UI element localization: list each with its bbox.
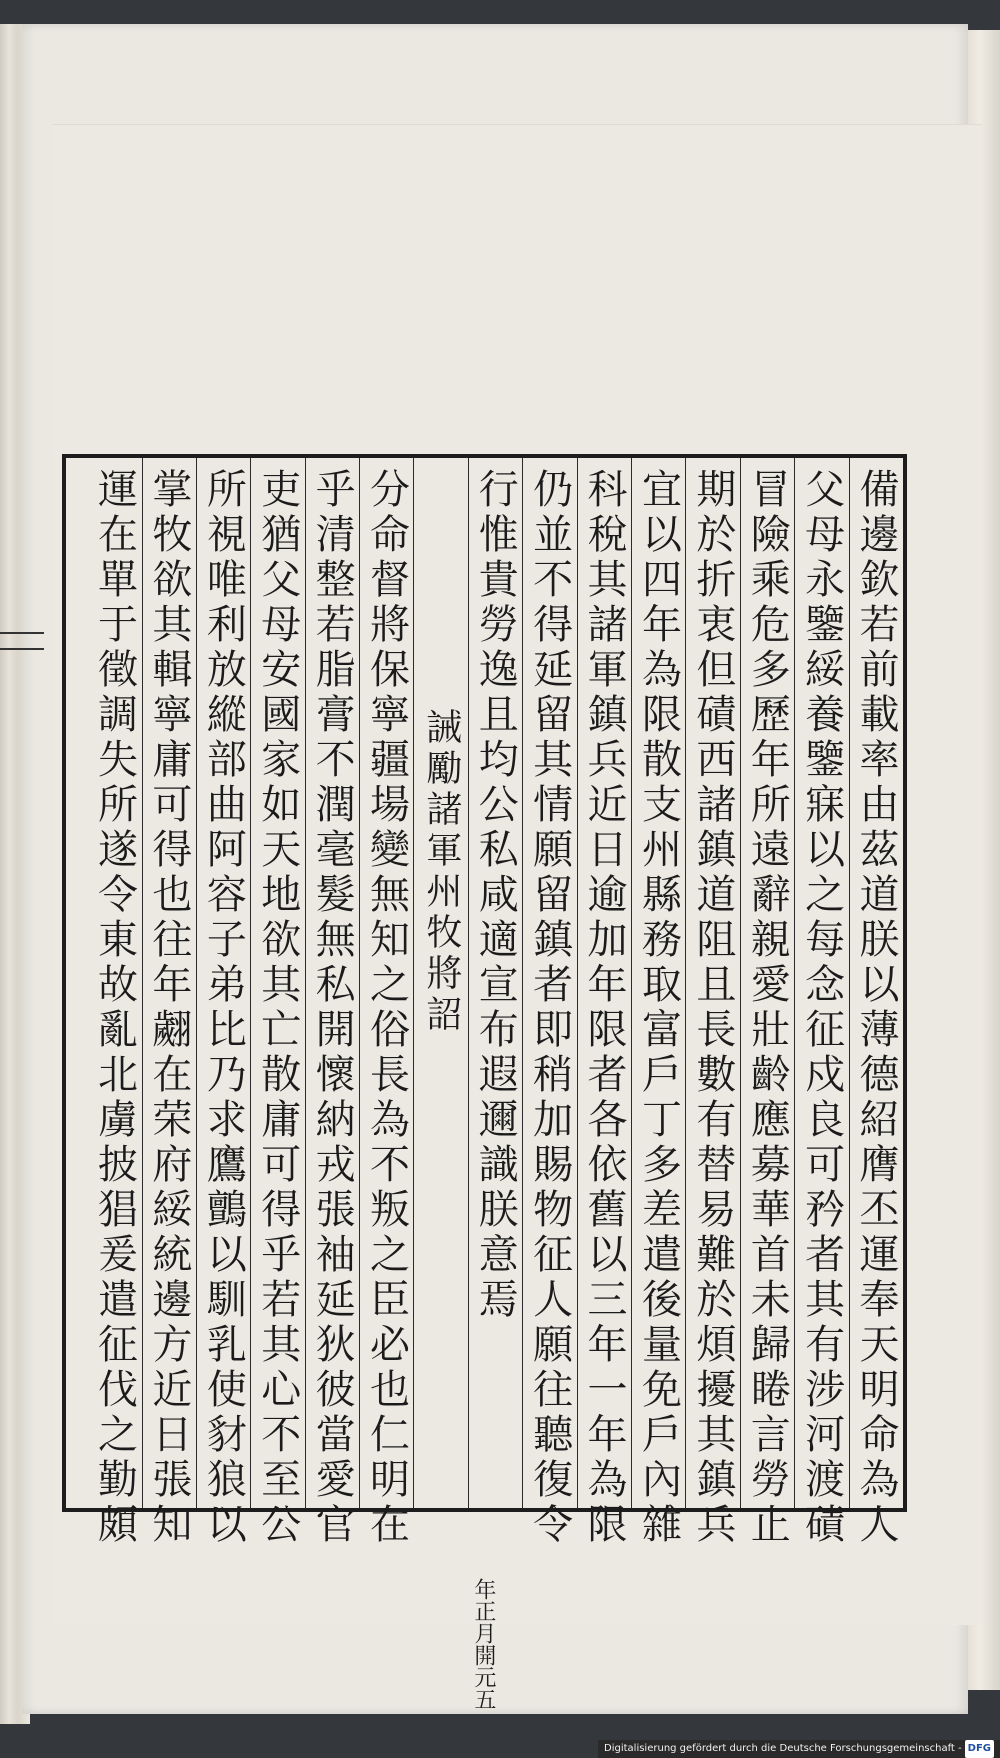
text-column-15: 運在單于徵調失所遂令東故亂北虜披猖爰遣征伐之勤頗 <box>91 468 138 1548</box>
date-note <box>471 1578 495 1710</box>
binding-mark <box>0 632 44 650</box>
footer-banner <box>598 1740 1000 1758</box>
text-column-12: 吏猶父母安國家如天地欲其亡散庸可得乎若其心不至公 <box>250 458 304 1508</box>
text-column-8: 行惟貴勞逸且均公私咸適宣布遐邇識朕意焉 開元五 年正月 <box>468 458 522 1508</box>
text-column-10: 分命督將保寧疆場變無知之俗長為不叛之臣必也仁明在 <box>359 458 413 1508</box>
book-page <box>22 24 968 1714</box>
text-column-11: 乎清整若脂膏不潤毫髮無私開懷納戎張袖延狄彼當愛官 <box>305 458 359 1508</box>
text-column-4: 期於折衷但磧西諸鎮道阻且長數有替易難於煩擾其鎮兵 <box>685 458 739 1508</box>
footer-text: Digitalisierung gefördert durch die Deutsche Forschungsgemeinschaft - <box>604 1743 962 1754</box>
date-note-line-1: 開元五 <box>470 1644 496 1710</box>
text-column-14: 掌牧欲其輯寧庸可得也往年翽在荣府綏統邊方近日張知 <box>142 458 196 1508</box>
text-column-7: 仍並不得延留其情願留鎮者即稍加賜物征人願往聽復令 <box>522 458 576 1508</box>
text-column-5: 宜以四年為限散支州縣務取富戶丁多差遣後量免戶內雜 <box>631 458 685 1508</box>
section-title: 誡勵諸軍州牧將詔 <box>420 708 462 1036</box>
date-note-line-2: 年正月 <box>470 1578 496 1644</box>
text-frame <box>62 454 907 1710</box>
text-column-6: 科稅其諸軍鎮兵近日逾加年限者各依舊以三年一年為限 <box>577 458 631 1508</box>
text-column-3: 冒險乘危多歷年所遠辭親愛壯齡應募華首未歸睠言勞止 <box>740 458 794 1508</box>
text-column-title <box>413 458 467 1508</box>
text-column-2: 父母永鑒綏養鑒寐以之每念征戍良可矜者其有涉河渡磧 <box>794 458 848 1508</box>
text-column-1: 備邊欽若前載率由茲道朕以薄德紹膺丕運奉天明命為人 <box>849 458 903 1508</box>
text-columns <box>66 458 903 1710</box>
dfg-logo: DFG <box>965 1740 994 1758</box>
text-column-13: 所視唯利放縱部曲阿容子弟比乃求鷹鸇以馴乳使豺狼以 <box>196 458 250 1508</box>
